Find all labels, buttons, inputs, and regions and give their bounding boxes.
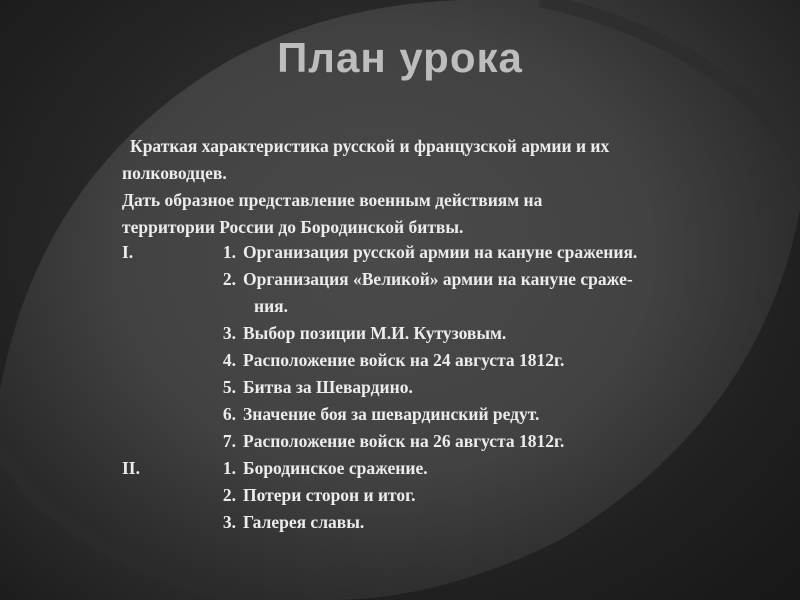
intro-text — [122, 133, 762, 241]
item-text: Расположение войск на 26 августа 1812г. — [243, 431, 565, 451]
intro-line: территории России до Бородинской битвы. — [122, 217, 464, 237]
intro-line: Краткая характеристика русской и французской армии и их — [130, 136, 610, 156]
list-item — [122, 401, 762, 428]
item-text: Организация «Великой» армии на кануне сраже- — [243, 269, 633, 289]
item-text: Организация русской армии на кануне сражения. — [243, 242, 638, 262]
item-text: Битва за Шевардино. — [243, 377, 413, 397]
list-item — [122, 374, 762, 401]
page-title: План урока — [277, 34, 523, 81]
item-number: 5. — [222, 377, 236, 397]
item-text: Бородинское сражение. — [243, 458, 428, 478]
list-item — [122, 320, 762, 347]
item-number: 3. — [222, 323, 236, 343]
item-number: 7. — [222, 431, 236, 451]
list-item-continuation — [122, 293, 762, 320]
list-item — [122, 482, 762, 509]
list-item — [122, 266, 762, 293]
item-text: Потери сторон и итог. — [243, 485, 416, 505]
item-text: Расположение войск на 24 августа 1812г. — [243, 350, 565, 370]
item-number: 1. — [222, 458, 236, 478]
item-number: 2. — [222, 269, 236, 289]
list-item — [122, 509, 762, 536]
section-numeral: I. — [122, 242, 134, 262]
item-number: 1. — [222, 242, 236, 262]
intro-line: полководцев. — [122, 163, 227, 183]
item-number: 2. — [222, 485, 236, 505]
section-numeral: II. — [122, 458, 140, 478]
list-item — [122, 428, 762, 455]
list-item — [122, 455, 762, 482]
list-item — [122, 347, 762, 374]
list-item — [122, 239, 762, 266]
item-text: Значение боя за шевардинский редут. — [243, 404, 540, 424]
lesson-plan-list — [122, 239, 762, 536]
item-number: 6. — [222, 404, 236, 424]
item-number: 3. — [222, 512, 236, 532]
item-text: Галерея славы. — [243, 512, 365, 532]
item-text-continuation: ния. — [254, 296, 289, 316]
intro-line: Дать образное представление военным действиям на — [122, 190, 543, 210]
item-number: 4. — [222, 350, 236, 370]
item-text: Выбор позиции М.И. Кутузовым. — [243, 323, 507, 343]
